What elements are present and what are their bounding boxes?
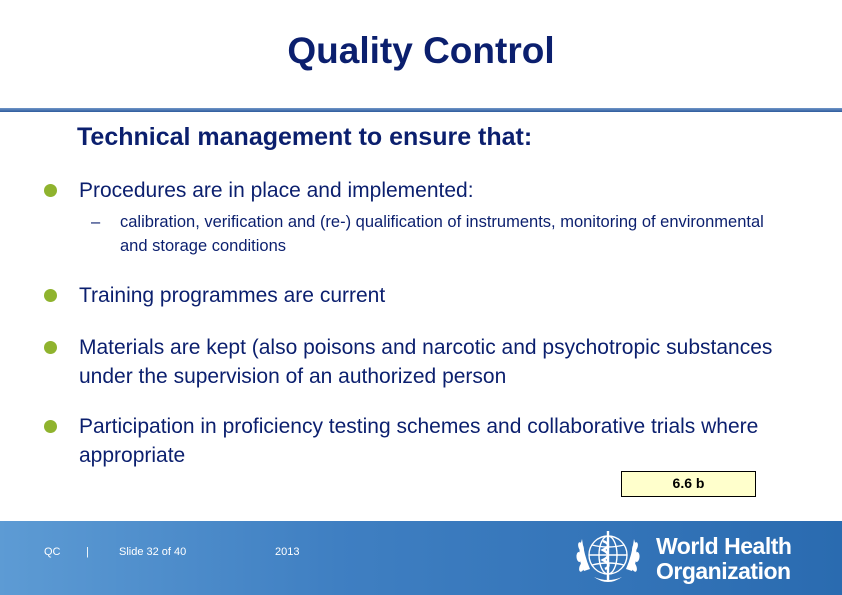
footer-slide-number: Slide 32 of 40 [119,546,187,558]
bullet-text: Materials are kept (also poisons and narcotic and psychotropic substances under the supervision of an authorized person [79,336,773,388]
bullet-dot-icon [44,341,57,354]
bullet-dot-icon [44,184,57,197]
bullet-dot-icon [44,289,57,302]
un-emblem-icon [572,525,644,591]
logo-line-2: Organization [656,558,791,584]
footer-separator: | [86,546,89,558]
footer-bar [0,521,842,595]
reference-box: 6.6 b [621,471,756,497]
dash-icon: – [91,213,101,231]
sub-bullet-item [91,210,791,258]
bullet-text: Participation in proficiency testing schemes and collaborative trials where appropriate [79,415,759,467]
who-wordmark [656,534,791,584]
bullet-item [44,176,804,205]
slide-title: Quality Control [287,30,555,71]
bullet-text: Training programmes are current [79,284,386,307]
bullet-dot-icon [44,420,57,433]
who-logo [572,525,812,591]
logo-line-1: World Health [656,533,792,559]
sub-bullet-text: calibration, verification and (re-) qualification of instruments, monitoring of environmental and storage conditions [120,213,764,255]
slide-subtitle: Technical management to ensure that: [77,123,533,151]
bullet-text: Procedures are in place and implemented: [79,179,474,202]
footer-section: QC [44,546,61,558]
title-divider [0,108,842,112]
bullet-item [44,333,804,391]
bullet-item [44,281,804,310]
bullet-item [44,412,804,470]
footer-year: 2013 [275,546,300,558]
